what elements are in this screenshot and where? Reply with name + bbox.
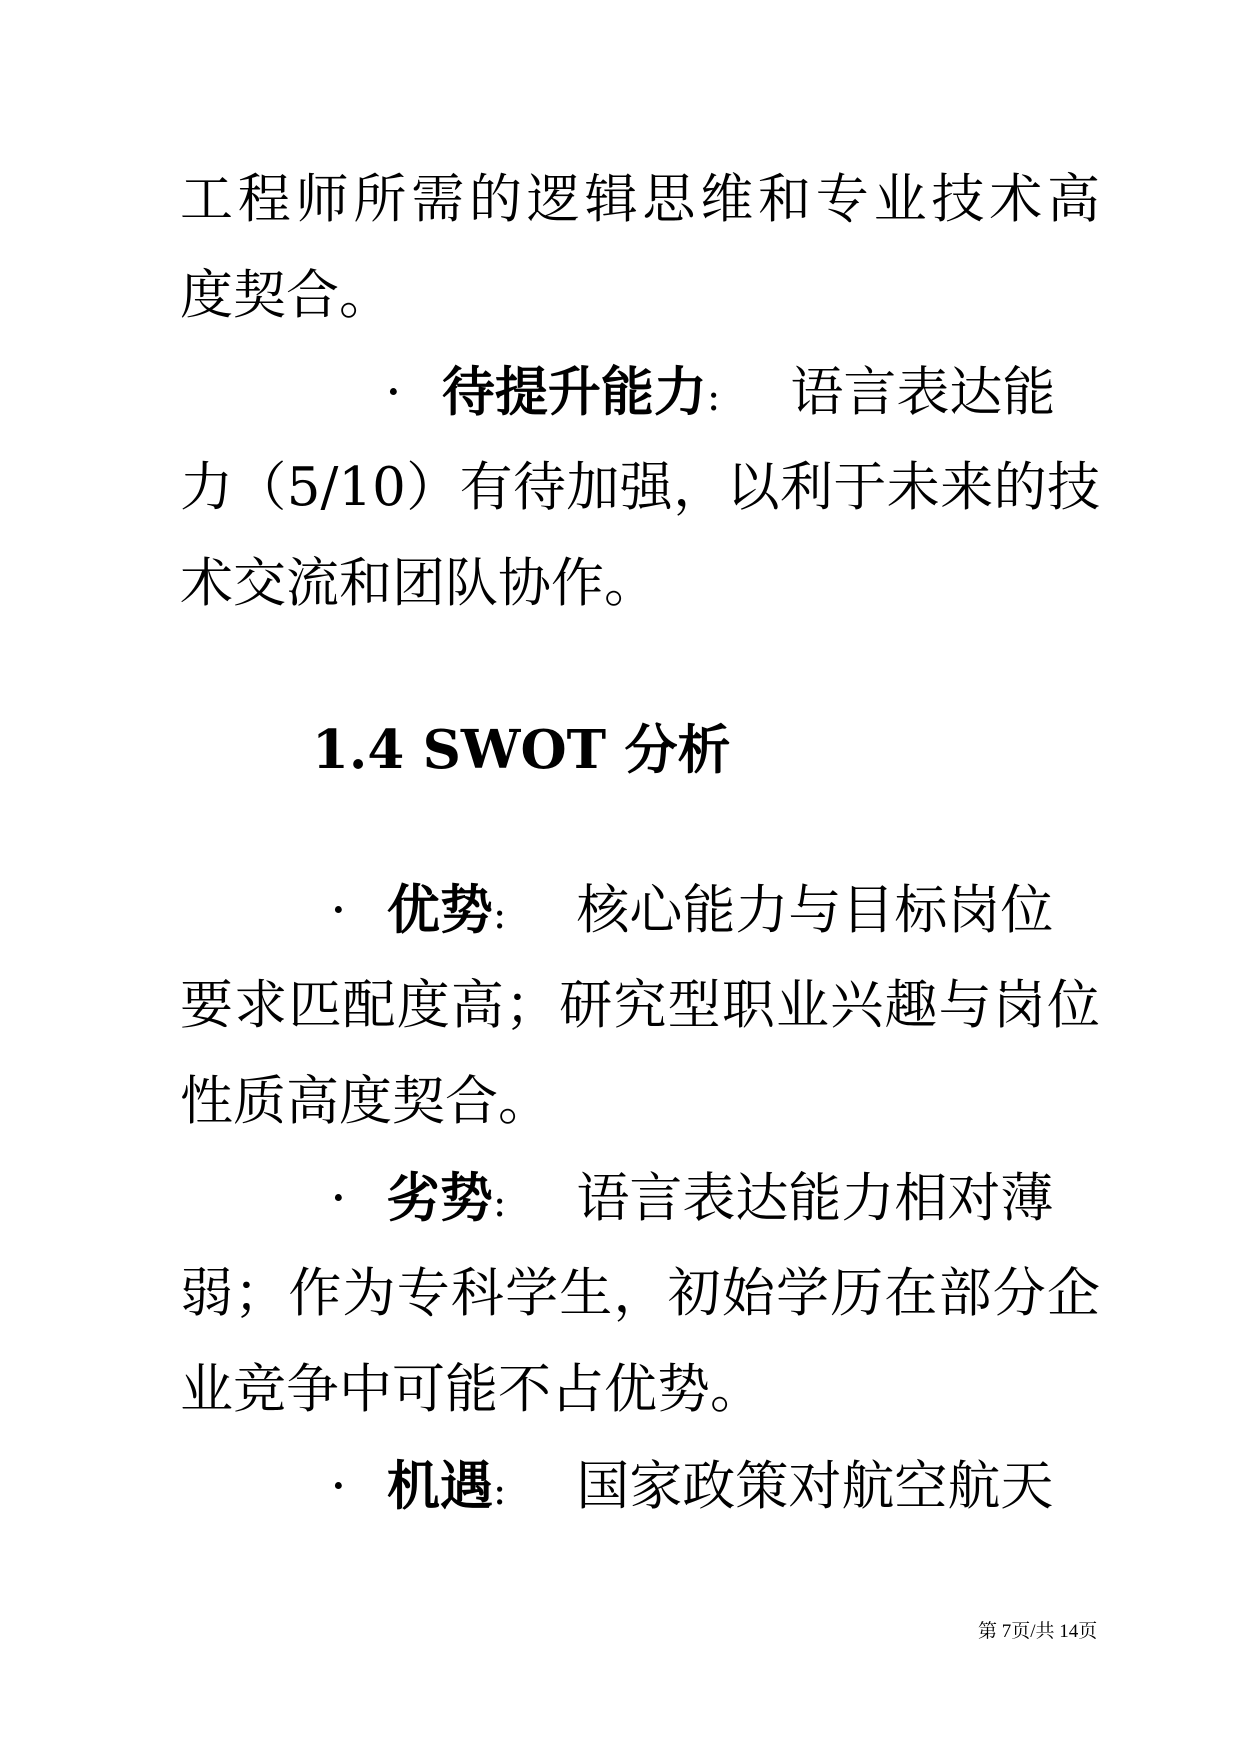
- weakness-label: 劣势: [386, 1167, 493, 1229]
- improve-colon: :: [706, 374, 721, 420]
- improve-line2: 力（5/10）有待加强，以利于未来的技: [180, 457, 1100, 518]
- opportunity-colon: :: [492, 1468, 507, 1514]
- strength-colon: :: [492, 892, 507, 938]
- strength-label: 优势: [386, 879, 493, 941]
- weakness-bullet-line: [330, 1168, 1100, 1228]
- improve-label: 待提升能力: [441, 361, 707, 423]
- opportunity-line1-rest: 国家政策对航空航天: [576, 1456, 1054, 1517]
- weakness-line2: 弱；作为专科学生，初始学历在部分企: [180, 1263, 1100, 1324]
- para1-line1: 工程师所需的逻辑思维和专业技术高: [180, 169, 1100, 230]
- para1-line2: 度契合。: [180, 265, 392, 326]
- improve-line1-rest: 语言表达能: [790, 362, 1056, 423]
- improve-line3: 术交流和团队协作。: [180, 553, 657, 614]
- bullet-glyph: ·: [330, 1456, 347, 1517]
- opportunity-bullet-line: [330, 1456, 1100, 1516]
- weakness-line1-rest: 语言表达能力相对薄: [576, 1168, 1054, 1229]
- strength-line3: 性质高度契合。: [180, 1071, 551, 1132]
- weakness-line3: 业竞争中可能不占优势。: [180, 1359, 763, 1420]
- strength-line2: 要求匹配度高；研究型职业兴趣与岗位: [180, 975, 1100, 1036]
- improve-bullet-line: [385, 362, 1100, 422]
- page-number: 第 7页/共 14页: [978, 1621, 1098, 1642]
- strength-bullet-line: [330, 880, 1100, 940]
- bullet-glyph: ·: [330, 880, 347, 941]
- section-heading-swot: 1.4 SWOT 分析: [312, 719, 731, 781]
- opportunity-label: 机遇: [386, 1455, 493, 1517]
- strength-line1-rest: 核心能力与目标岗位: [576, 880, 1054, 941]
- bullet-glyph: ·: [385, 362, 402, 423]
- bullet-glyph: ·: [330, 1168, 347, 1229]
- weakness-colon: :: [492, 1180, 507, 1226]
